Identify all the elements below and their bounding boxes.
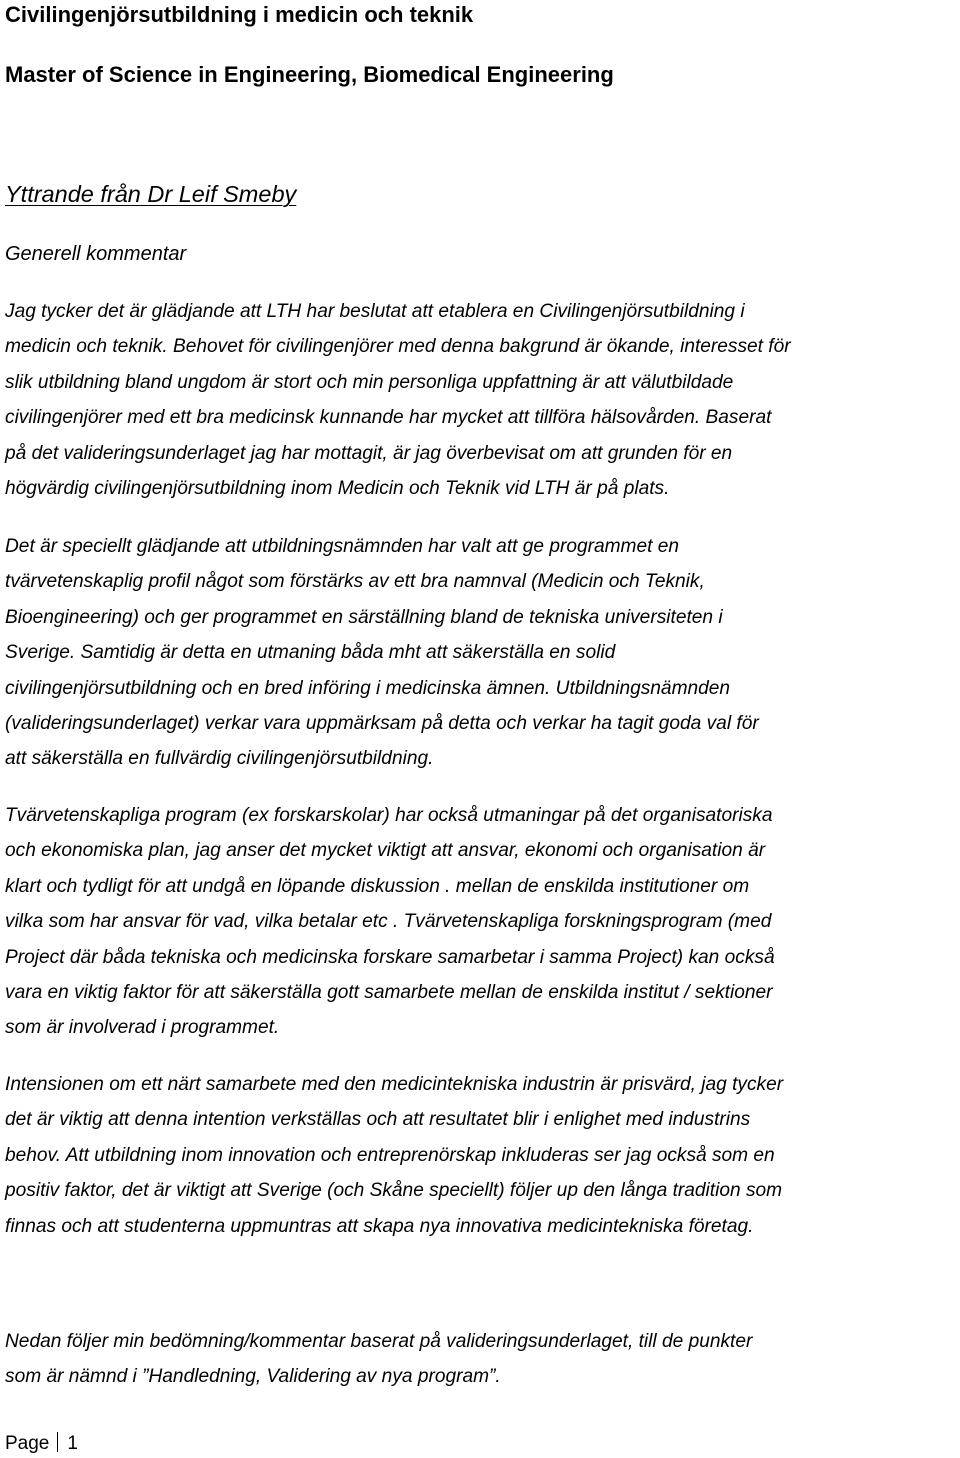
section-heading: Generell kommentar xyxy=(5,243,187,265)
text-line: Sverige. Samtidig är detta en utmaning båda mht att säkerställa en solid xyxy=(5,642,616,664)
text-line: tvärvetenskaplig profil något som förstärks av ett bra namnval (Medicin och Teknik, xyxy=(5,571,705,593)
text-line: som är involverad i programmet. xyxy=(5,1017,280,1039)
author-heading: Yttrande från Dr Leif Smeby xyxy=(5,181,297,207)
text-line: finnas och att studenterna uppmuntras att skapa nya innovativa medicintekniska företag. xyxy=(5,1215,754,1237)
paragraph xyxy=(5,294,960,506)
document-subtitle: Master of Science in Engineering, Biomedical Engineering xyxy=(5,62,614,87)
text-line: Intensionen om ett närt samarbete med den medicintekniska industrin är prisvärd, jag tycker xyxy=(5,1074,784,1095)
text-line: slik utbildning bland ungdom är stort och min personliga uppfattning är att välutbildade xyxy=(5,371,734,393)
text-line: behov. Att utbildning inom innovation och entreprenörskap inkluderas ser jag också som en xyxy=(5,1144,775,1166)
text-line: Jag tycker det är glädjande att LTH har beslutat att etablera en Civilingenjörsutbildning i xyxy=(5,301,745,322)
text-line: civilingenjörsutbildning och en bred införing i medicinska ämnen. Utbildningsnämnden xyxy=(5,677,731,699)
text-line: medicin och teknik. Behovet för civilingenjörer med denna bakgrund är ökande, interesset för xyxy=(5,336,791,358)
paragraph xyxy=(5,1067,960,1244)
text-line: (valideringsunderlaget) verkar vara uppmärksam på detta och verkar ha tagit goda val för xyxy=(5,713,759,735)
text-line: klart och tydligt för att undgå en löpande diskussion . mellan de enskilda institutioner om xyxy=(5,875,750,897)
page-footer xyxy=(5,1432,78,1455)
text-line: positiv faktor, det är viktigt att Sverige (och Skåne speciellt) följer up den långa tradition som xyxy=(5,1180,783,1202)
paragraph xyxy=(5,529,960,777)
text-line: på det valideringsunderlaget jag har mottagit, är jag överbevisat om att grunden för en xyxy=(5,442,733,464)
text-line: högvärdig civilingenjörsutbildning inom Medicin och Teknik vid LTH är på plats. xyxy=(5,478,670,500)
text-line: vara en viktig faktor för att säkerställa gott samarbete mellan de enskilda institut / sektioner xyxy=(5,982,773,1004)
page-number: 1 xyxy=(67,1433,78,1454)
text-line: och ekonomiska plan, jag anser det mycket viktigt att ansvar, ekonomi och organisation är xyxy=(5,840,766,862)
footer-divider xyxy=(57,1432,58,1452)
text-line: att säkerställa en fullvärdig civilingenjörsutbildning. xyxy=(5,748,434,770)
text-line: Tvärvetenskapliga program (ex forskarskolar) har också utmaningar på det organisatoriska xyxy=(5,805,773,826)
text-line: Project där båda tekniska och medicinska forskare samarbetar i samma Project) kan också xyxy=(5,946,775,968)
paragraph xyxy=(5,798,960,1046)
text-line: civilingenjörer med ett bra medicinsk kunnande har mycket att tillföra hälsovården. Baserat xyxy=(5,407,772,429)
page-label: Page xyxy=(5,1433,50,1454)
text-line: det är viktig att denna intention verkställas och att resultatet blir i enlighet med industrins xyxy=(5,1109,751,1131)
paragraph xyxy=(5,1324,960,1395)
text-line: Nedan följer min bedömning/kommentar baserat på valideringsunderlaget, till de punkter xyxy=(5,1331,753,1352)
text-line: vilka som har ansvar för vad, vilka betalar etc . Tvärvetenskapliga forskningsprogram (med xyxy=(5,911,772,933)
document-title: Civilingenjörsutbildning i medicin och teknik xyxy=(5,2,474,27)
text-line: Det är speciellt glädjande att utbildningsnämnden har valt att ge programmet en xyxy=(5,536,680,557)
text-line: Bioengineering) och ger programmet en särställning bland de tekniska universiteten i xyxy=(5,606,723,628)
text-line: som är nämnd i ”Handledning, Validering av nya program”. xyxy=(5,1366,501,1388)
